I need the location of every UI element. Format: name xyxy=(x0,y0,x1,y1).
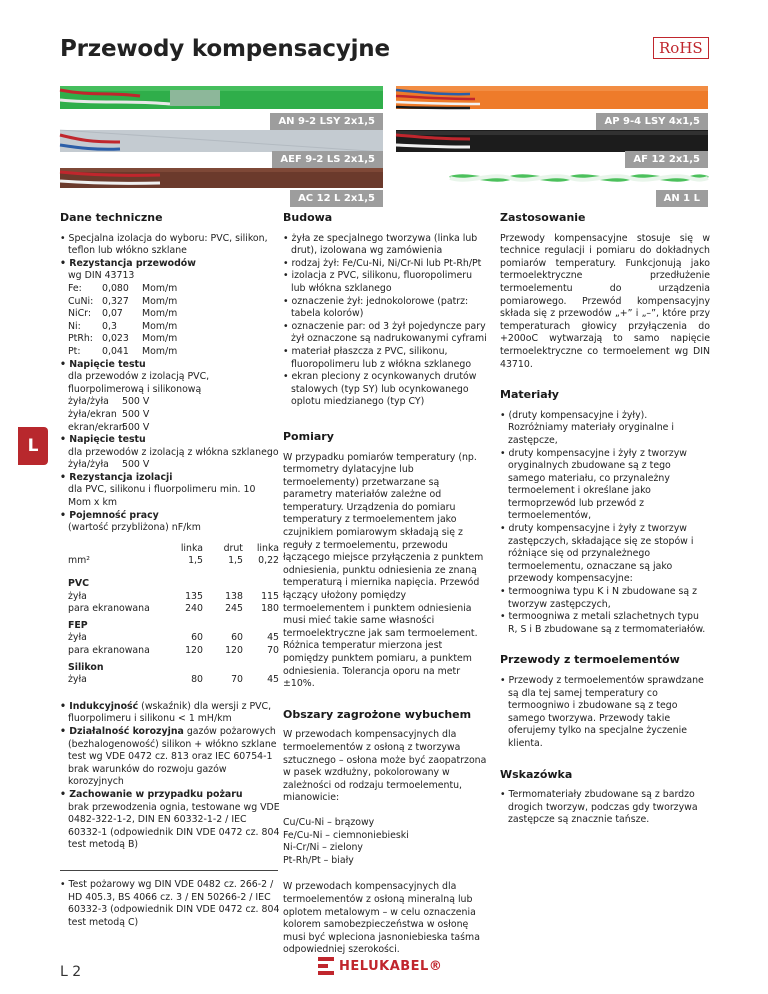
cable-aef-9-2-ls xyxy=(60,130,383,152)
section-heading: Pomiary xyxy=(283,429,334,443)
table-row: para ekranowana 120 120 70 xyxy=(68,645,279,656)
cable-label: AN 1 L xyxy=(656,190,708,207)
spec-bullet: • Specjalna izolacja do wyboru: PVC, silikon, teflon lub włókno szklane xyxy=(60,232,268,257)
spec-bullet-heading: • Napięcie testu xyxy=(60,358,146,370)
cable-label: AN 9-2 LSY 2x1,5 xyxy=(270,113,383,130)
spec-bullet-heading: • Pojemność pracy xyxy=(60,509,159,521)
list-item: • izolacja z PVC, silikonu, fluoropolimeru lub włókna szklanego xyxy=(283,270,473,294)
section-heading: Materiały xyxy=(500,388,559,402)
list-item: Cu/Cu-Ni – brązowy xyxy=(283,816,375,828)
cable-label: AC 12 L 2x1,5 xyxy=(290,190,383,207)
list-item: • termoogniwa typu K i N zbudowane są z tworzyw zastępczych, xyxy=(500,586,698,610)
spec-bullet-heading: • Rezystancja izolacji xyxy=(60,471,173,483)
list-item: • rodzaj żył: Fe/Cu-Ni, Ni/Cr-Ni lub Pt-Rh/Pt xyxy=(283,257,482,269)
cable-label: AP 9-4 LSY 4x1,5 xyxy=(596,113,708,130)
page-title: Przewody kompensacyjne xyxy=(60,36,390,62)
table-row: żyła 135 138 115 xyxy=(68,590,279,602)
table-row: żyła 80 70 45 xyxy=(68,674,279,686)
voltage-list: żyła/żyła 500 V żyła/ekran 500 V ekran/ekran 500 V xyxy=(68,396,150,433)
spec-text: dla przewodów z izolacją z włókna szklanego xyxy=(68,446,279,458)
list-item: • Przewody z termoelementów sprawdzane są dla tej samej temperatury co termoogniwo i zbudowane są z tego samego tworzywa. Przewody takie oferujemy tylko na specjalne życzenie klienta. xyxy=(500,675,704,749)
section-heading: Przewody z termoelementów xyxy=(500,653,680,667)
spec-text: brak przewodzenia ognia, testowane wg VDE 0482-322-1-2, DIN EN 60332-1-2 / IEC 60332-1 (odpowiednik DIN VDE 0472 cz. 804 test metodą B) xyxy=(68,801,280,851)
footnote: • Test pożarowy wg DIN VDE 0482 cz. 266-2 / HD 405.3, BS 4066 cz. 3 / EN 50266-2 / IEC 60332-3 (odpowiednik DIN VDE 0472 cz. 804 test metodą C) xyxy=(60,878,280,928)
table-header: linka 0,22 xyxy=(256,542,279,567)
group-name: Silikon xyxy=(68,661,104,673)
capacitance-table xyxy=(68,543,279,687)
table-row: żyła 60 60 45 xyxy=(68,632,279,644)
group-name: PVC xyxy=(68,578,90,590)
list-item: Pt-Rh/Pt – biały xyxy=(283,854,354,866)
section-heading: Dane techniczne xyxy=(60,211,163,224)
table-header: drut 1,5 xyxy=(223,542,243,567)
list-item: • druty kompensacyjne i żyły z tworzyw oryginalnych zbudowane są z tego samego materiału, co przynależny termoelement i określane jako termoprzewód lub przewód z termoelementów, xyxy=(500,447,687,522)
cable-ac-12-l xyxy=(60,168,383,188)
list-item: • oznaczenie par: od 3 żył pojedyncze pary żył oznaczone są nadrukowanymi cyframi xyxy=(283,320,487,345)
cable-an-1-l xyxy=(450,176,708,179)
page-number: L 2 xyxy=(60,964,82,980)
application-column xyxy=(500,212,710,827)
table-row: para ekranowana 240 245 180 xyxy=(68,603,279,615)
list-item: • materiał płaszcza z PVC, silikonu, fluoropolimeru lub z włókna szklanego xyxy=(283,345,472,370)
table-header: mm² xyxy=(68,555,91,567)
group-name: FEP xyxy=(68,619,88,631)
paragraph: W przewodach kompensacyjnych dla termoelementów z osłoną mineralną lub oplotem metalowym – w celu oznaczenia kolorem samobezpieczeństwa w osłonę musi być wpleciona jasnoniebieska taśma odpowiedniej szerokości. xyxy=(283,881,480,956)
logo-icon xyxy=(318,957,334,975)
paragraph: Przewody kompensacyjne stosuje się w technice regulacji i pomiaru do dokładnych pomiarów temperatury. Funkcjonują jako termoelektryczne przedłużenie termoelementu do urządzenia pomiarowego. Przewód kompensacyjny składa się z przewodów „+” i „–”, które przy temperaturach głowicy przyłączenia do +200oC wytwarzają to samo napięcie termoelektryczne co termoelement wg DIN 43710. xyxy=(500,232,710,370)
spec-bullet-heading: • Rezystancja przewodów xyxy=(60,257,196,269)
spec-text: (wartość przybliżona) nF/km xyxy=(68,522,201,534)
divider xyxy=(60,870,278,871)
list-item: • druty kompensacyjne i żyły z tworzyw zastępczych, składające się ze stopów i różniące się od przynależnego termoelementu, oznaczane są jako przewody kompensacyjne: xyxy=(500,523,694,585)
paragraph: W przewodach kompensacyjnych dla termoelementów z osłoną z tworzywa sztucznego – osłona może być zaopatrzona w pasek wzdłużny, pokolorowany w zależności od rodzaju termoelementu, mianowicie: xyxy=(283,729,487,804)
cable-label: AF 12 2x1,5 xyxy=(625,151,708,168)
list-item: • żyła ze specjalnego tworzywa (linka lub drut), izolowana wg zamówienia xyxy=(283,232,478,257)
spec-text: wg DIN 43713 xyxy=(68,270,135,282)
spec-bullet: • Indukcyjność (wskaźnik) dla wersji z PVC, fluorpolimeru i silikonu < 1 mH/km xyxy=(60,700,272,725)
cable-label: AEF 9-2 LS 2x1,5 xyxy=(272,151,383,168)
spec-bullet-heading: • Zachowanie w przypadku pożaru xyxy=(60,788,243,800)
section-heading: Wskazówka xyxy=(500,767,573,781)
cable-photos xyxy=(0,0,768,210)
color-list xyxy=(283,817,489,867)
list-item: • Termomateriały zbudowane są z bardzo drogich tworzyw, podczas gdy tworzywa zastępcze są znacznie tańsze. xyxy=(500,789,698,826)
resistance-list: Fe: 0,080 Mom/m CuNi: 0,327 Mom/m NiCr: 0,07 Mom/m Ni: 0,3 Mom/m PtRh: 0,023 Mom/m Pt: 0,041 Mom/m xyxy=(68,282,178,357)
rohs-badge: RoHS xyxy=(653,37,709,59)
cable-af-12 xyxy=(396,130,708,152)
cable-an-9-2-lsy xyxy=(60,86,383,109)
spec-bullet: • Działalność korozyjna gazów pożarowych (bezhalogenowość) silikon + włókno szklane test wg VDE 0472 cz. 813 oraz IEC 60754-1 brak warunków do rozwoju gazów korozyjnych xyxy=(60,725,277,788)
spec-text: dla przewodów z izolacją PVC, fluorpolimerową i silikonową xyxy=(68,371,210,395)
spec-text: dla PVC, silikonu i fluorpolimeru min. 10 Mom x km xyxy=(68,484,256,509)
table-header: linka 1,5 xyxy=(180,542,203,567)
technical-data-column: Dane techniczne • Specjalna izolacja do wyboru: PVC, silikon, teflon lub włókno szklane • Rezystancja przewodów wg DIN 43713 Fe: 0,080 Mom/m CuNi: 0,327 Mom/m NiCr: 0,07 Mom/m Ni: 0,3 Mom/m PtRh: 0,023 Mom/m Pt: 0,041 Mom/m • Napięcie testu dla przewodów z izolacją PVC, fluorpolimerową i silikonową żyła/żyła 500 V żyła/ekran 500 V ekran/ekran 500 V • Napięcie testu dla przewodów z izolacją z włókna szklanego żyła/żyła 500 V • Rezystancja izolacji dla PVC, silikonu i fluorpolimeru min. 10 Mom x km • Pojemność pracy (wartość przybliżona) nF/km mm² linka 1,5 drut 1,5 linka 0,22 PVC żyła 135 138 115 para ekranowana 240 245 180 FEP żyła 60 60 45 para ekranowana 120 120 70 Silikon żyła 80 70 45 • Indukcyjność (wskaźnik) dla wersji z PVC, fluorpolimeru i silikonu < 1 mH/km • Działalność korozyjna gazów pożarowych (bezhalogenowość) silikon + włókno szklane test wg VDE 0472 cz. 813 oraz IEC 60754-1 brak warunków do rozwoju gazów korozyjnych • Zachowanie w przypadku pożaru brak przewodzenia ognia, testowane wg VDE 0482-322-1-2, DIN EN 60332-1-2 / IEC 60332-1 (odpowiednik DIN VDE 0472 cz. 804 test metodą B) • Test pożarowy wg DIN VDE 0482 cz. 266-2 / HD 405.3, BS 4066 cz. 3 / EN 50266-2 / IEC 60332-3 (odpowiednik DIN VDE 0472 cz. 804 test metodą C) xyxy=(60,211,280,928)
list-item: • ekran pleciony z ocynkowanych drutów stalowych (typ SY) lub ocynkowanego oplotu miedzianego (typ CY) xyxy=(283,371,477,408)
brand-logo xyxy=(318,957,442,975)
logo-text: HELUKABEL® xyxy=(339,958,443,974)
list-item: • termoogniwa z metali szlachetnych typu R, S i B zbudowane są z termomateriałów. xyxy=(500,611,706,635)
list-item: Fe/Cu-Ni – ciemnoniebieski xyxy=(283,829,409,841)
list-item: Ni-Cr/Ni – zielony xyxy=(283,842,363,854)
section-heading: Budowa xyxy=(283,211,333,224)
cable-ap-9-4-lsy xyxy=(396,86,708,109)
construction-column xyxy=(283,212,489,957)
section-heading: Obszary zagrożone wybuchem xyxy=(283,707,472,721)
paragraph: W przypadku pomiarów temperatury (np. termometry dylatacyjne lub termoelementy) przetwarzane są parametry materiałów zależne od temperatury. Urządzenia do pomiaru temperatury z termoelementem jako czujnikiem pomiarowym składają się z reguły z termoelementu, przewodu łączącego miejsce przyłączenia z punktem odniesienia, punktu odniesienia ze znaną temperaturą i miernika napięcia. Przewód łączący ułożony pomiędzy termoelementem i punktem odniesienia musi mieć takie same własności termoelektryczne jak sam termoelement. Różnica temperatur mierzona jest pomiędzy punktem pomiaru, a punktem odniesienia. Tolerancja oporu na metr ±10%. xyxy=(283,451,484,690)
section-tab: L xyxy=(18,427,48,465)
list-item: • (druty kompensacyjne i żyły). Rozróżniamy materiały oryginalne i zastępcze, xyxy=(500,409,675,446)
section-heading: Zastosowanie xyxy=(500,211,586,224)
list-item: • oznaczenie żył: jednokolorowe (patrz: tabela kolorów) xyxy=(283,295,469,320)
spec-bullet-heading: • Napięcie testu xyxy=(60,434,146,446)
